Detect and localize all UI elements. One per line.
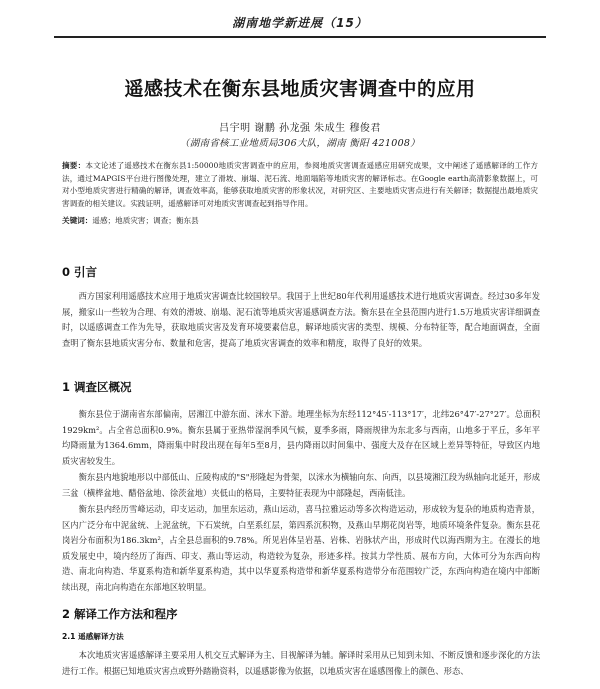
section-2-title: 2 解译工作方法和程序 [62,607,178,621]
paper-authors: 吕宇明 谢鹏 孙龙强 朱成生 穆俊君 [219,123,381,134]
keywords-text: 遥感；地质灾害；调查；衡东县 [92,216,199,225]
keywords [62,215,538,227]
abstract-label: 摘要： [62,161,86,170]
section-0-title: 0 引言 [62,265,98,279]
subsection-2-1-paragraph: 本次地质灾害遥感解译主要采用人机交互式解译为主、目视解译为辅。解译时采用从已知到未知、不断反馈和逐步深化的方法进行工作。根据已知地质灾害点或野外踏勘资料，以遥感影像为依据，以地质灾害在遥感图像上的颜色、形态、 [62,650,540,676]
section-1-title: 1 调查区概况 [62,380,132,394]
journal-header [54,10,546,38]
section-1-paragraph-2: 衡东县内地貌地形以中部低山、丘陵构成的"S"形隆起为骨架，以洣水为横轴向东、向西，以县境湘江段为纵轴向北延开，形成三盆（横桦盆地、醋俗盆地、徐茨盆地）夹低山的格局，主要特征表现为中部隆起，西南低洼。 [62,472,540,498]
keywords-label: 关键词： [62,216,93,225]
subsection-2-1-title: 2.1 遥感解译方法 [62,632,124,641]
journal-name: 湖南地学新进展（15） [232,16,368,30]
section-0-paragraph: 西方国家利用遥感技术应用于地质灾害调查比较国较早。我国于上世纪80年代利用遥感技术进行地质灾害调查。经过30多年发展，搬家山一些较为合理、有效的滑坡、崩塌、泥石流等地质灾害遥感调查方法。衡东县在全县范围内进行1.5万地质灾害详细调查时，以遥感调查工作为先导，获取地质灾害及发育环境要素信息，解译地质灾害的类型、规模、分布特征等，配合地面调查，全面查明了衡东县地质灾害分布、数量和危害，提高了地质灾害调查的效率和精度，取得了良好的效果。 [62,291,540,348]
section-1-paragraph-3: 衡东县内经历雪峰运动，印支运动，加里东运动，燕山运动，喜马拉雅运动等多次构造运动，形成较为复杂的地质构造背景，区内广泛分布中泥盆统、上泥盆统，下石炭统，白垩系红层，第四系沉积物，及燕山早期花岗岩等，地质环境条件复杂。衡东县花岗岩分布面积为186.3km²，占全县总面积的9.78%。所见岩体呈岩基、岩株、岩脉状产出，形成时代以海西期为主。在漫长的地质发展史中，境内经历了海西、印支、燕山等运动，构造较为复杂，形迹多样。按其力学性质、展布方向，大体可分为东西向构造、南北向构造、华夏系构造和新华夏系构造，其中以华夏系构造带和新华夏系构造带分布范围较广泛，东西向构造在境内中部断续出现，南北向构造在东部地区较明显。 [62,504,540,592]
section-1-paragraph-1: 衡东县位于湖南省东部偏南，居湘江中游东面、洣水下游。地理坐标为东经112°45′-113°17′，北纬26°47′-27°27′。总面积1929km²。占全省总面积0.9%。衡东县属于亚热带湿润季风气候，夏季多雨，降雨规律为东北多与西南，山地多于平丘，多年平均降雨量为1364.6mm，降雨集中时段出现在每年5至8月，县内降雨以时间集中、强度大及存在区域上差异等特征，导致区内地质灾害较发生。 [62,409,540,466]
paper-affiliation: （湖南省核工业地质局306大队，湖南 衡阳 421008） [179,138,421,149]
paper-title: 遥感技术在衡东县地质灾害调查中的应用 [124,78,476,100]
abstract [62,160,538,210]
abstract-text: 本文论述了遥感技术在衡东县1:50000地质灾害调查中的应用，参阅地质灾害调查遥感应用研究成果，文中阐述了遥感解译的工作方法，通过MAPGIS平台进行图像处理，建立了滑坡、崩塌、泥石流、地面塌陷等地质灾害的解译标志。在Google earth高清影象数据上，可对小型地质灾害进行精确的解译，调查效率高，能够获取地质灾害的形象状况，对研究区、主要地质灾害点进行有关解译；数据提出最地质灾害调查的相关建议。实践证明，遥感解译可对地质灾害调查起到指导作用。 [62,161,539,208]
